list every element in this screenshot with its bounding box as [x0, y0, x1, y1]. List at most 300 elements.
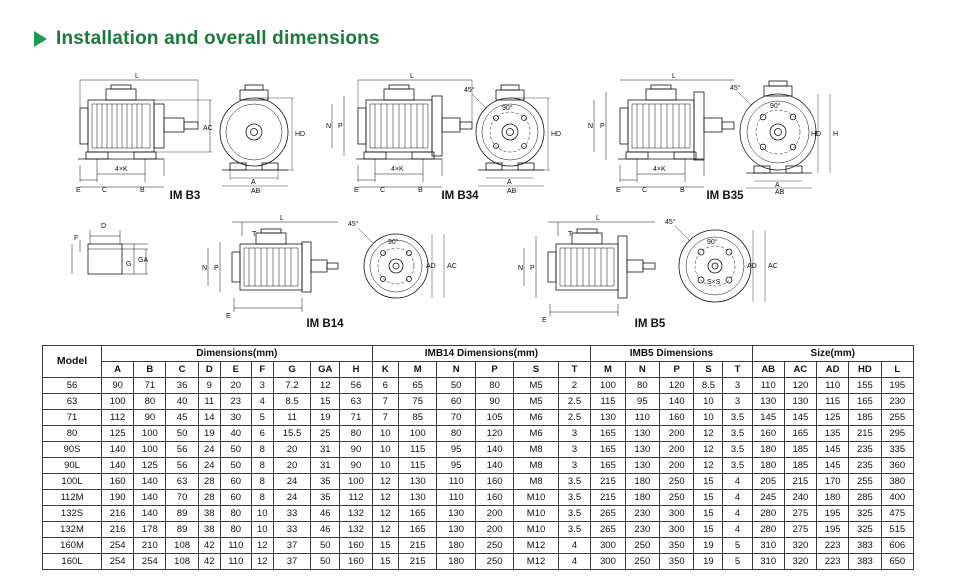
header-col-hd-23: HD	[849, 362, 881, 378]
cell-model: 132S	[43, 506, 102, 522]
cell-p-17: 120	[660, 378, 694, 394]
cell-ad-22: 195	[817, 506, 849, 522]
label-P: P	[338, 123, 343, 130]
label-90deg: 90°	[770, 103, 781, 110]
cell-ad-22: 223	[817, 554, 849, 570]
label-C: C	[102, 187, 108, 194]
cell-n-16: 130	[625, 442, 659, 458]
cell-c-2: 63	[166, 474, 198, 490]
cell-hd-23: 325	[849, 506, 881, 522]
cell-e-4: 60	[220, 474, 251, 490]
label-90deg: 90°	[707, 239, 718, 246]
cell-ad-22: 180	[817, 490, 849, 506]
cell-n-11: 50	[437, 378, 475, 394]
cell-e-4: 110	[220, 554, 251, 570]
label-90deg: 90°	[388, 239, 399, 246]
figure-caption-imb3: IM B3	[169, 190, 201, 202]
header-col-e-4: E	[220, 362, 251, 378]
cell-d-3: 38	[198, 506, 220, 522]
table-body	[43, 378, 914, 570]
cell-g-6: 24	[273, 490, 310, 506]
cell-k-9: 12	[372, 490, 398, 506]
label-L: L	[135, 73, 139, 80]
cell-c-2: 89	[166, 506, 198, 522]
cell-s-18: 12	[694, 442, 723, 458]
table-row	[43, 426, 914, 442]
cell-t-19: 4	[723, 506, 752, 522]
cell-hd-23: 383	[849, 554, 881, 570]
cell-m-10: 165	[398, 522, 436, 538]
label-E: E	[542, 317, 547, 324]
cell-g-6: 8.5	[273, 394, 310, 410]
cell-ga-7: 50	[311, 554, 340, 570]
cell-b-1: 80	[134, 394, 166, 410]
header-col-c-2: C	[166, 362, 198, 378]
cell-p-12: 120	[475, 426, 513, 442]
cell-g-6: 15.5	[273, 426, 310, 442]
cell-t-14: 4	[558, 538, 590, 554]
table-head-row-groups	[43, 346, 914, 362]
cell-ac-21: 120	[784, 378, 816, 394]
cell-l-24: 255	[881, 410, 914, 426]
cell-ab-20: 310	[752, 554, 784, 570]
cell-h-8: 132	[340, 522, 372, 538]
cell-t-14: 3.5	[558, 522, 590, 538]
cell-h-8: 100	[340, 474, 372, 490]
cell-hd-23: 215	[849, 426, 881, 442]
header-col-ab-20: AB	[752, 362, 784, 378]
cell-m-15: 165	[591, 458, 625, 474]
cell-n-11: 70	[437, 410, 475, 426]
cell-f-5: 3	[251, 378, 273, 394]
cell-d-3: 38	[198, 522, 220, 538]
cell-t-14: 3.5	[558, 474, 590, 490]
table-head	[43, 346, 914, 378]
figure-imb5-endview	[655, 210, 785, 320]
cell-n-11: 130	[437, 506, 475, 522]
header-col-n-11: N	[437, 362, 475, 378]
cell-b-1: 210	[134, 538, 166, 554]
cell-d-3: 28	[198, 490, 220, 506]
label-C: C	[642, 187, 648, 194]
cell-g-6: 37	[273, 538, 310, 554]
label-AD: AD	[426, 263, 436, 270]
cell-e-4: 50	[220, 442, 251, 458]
cell-g-6: 20	[273, 458, 310, 474]
cell-ad-22: 145	[817, 442, 849, 458]
label-45deg: 45°	[665, 219, 676, 226]
label-45deg: 45°	[348, 221, 359, 228]
cell-h-8: 71	[340, 410, 372, 426]
cell-m-10: 215	[398, 554, 436, 570]
header-model: Model	[43, 346, 102, 378]
cell-t-14: 3	[558, 442, 590, 458]
cell-k-9: 7	[372, 394, 398, 410]
cell-ad-22: 195	[817, 522, 849, 538]
cell-ac-21: 215	[784, 474, 816, 490]
cell-p-12: 140	[475, 442, 513, 458]
cell-p-17: 200	[660, 426, 694, 442]
cell-ad-22: 110	[817, 378, 849, 394]
cell-p-12: 250	[475, 554, 513, 570]
cell-ga-7: 46	[311, 522, 340, 538]
cell-n-11: 95	[437, 458, 475, 474]
cell-a-0: 216	[102, 522, 134, 538]
cell-m-10: 130	[398, 474, 436, 490]
header-col-m-10: M	[398, 362, 436, 378]
cell-k-9: 10	[372, 458, 398, 474]
cell-n-11: 130	[437, 522, 475, 538]
cell-k-9: 12	[372, 506, 398, 522]
cell-d-3: 11	[198, 394, 220, 410]
page-title-text: Installation and overall dimensions	[56, 28, 380, 49]
cell-m-15: 300	[591, 538, 625, 554]
label-C: C	[380, 187, 386, 194]
cell-t-14: 3.5	[558, 506, 590, 522]
cell-ac-21: 185	[784, 458, 816, 474]
table-row	[43, 474, 914, 490]
figure-area	[0, 60, 955, 335]
cell-n-16: 230	[625, 522, 659, 538]
cell-h-8: 56	[340, 378, 372, 394]
cell-k-9: 10	[372, 442, 398, 458]
cell-ad-22: 115	[817, 394, 849, 410]
table-row	[43, 394, 914, 410]
cell-c-2: 56	[166, 458, 198, 474]
cell-a-0: 112	[102, 410, 134, 426]
cell-a-0: 254	[102, 538, 134, 554]
cell-f-5: 12	[251, 538, 273, 554]
cell-h-8: 112	[340, 490, 372, 506]
cell-c-2: 40	[166, 394, 198, 410]
cell-ad-22: 145	[817, 458, 849, 474]
cell-ab-20: 180	[752, 442, 784, 458]
cell-s-13: M12	[514, 554, 558, 570]
label-4K: 4×K	[115, 166, 128, 173]
label-45deg: 45°	[730, 85, 741, 92]
cell-hd-23: 235	[849, 442, 881, 458]
cell-d-3: 42	[198, 538, 220, 554]
cell-d-3: 24	[198, 442, 220, 458]
cell-ga-7: 46	[311, 506, 340, 522]
label-AC: AC	[203, 125, 213, 132]
cell-f-5: 6	[251, 426, 273, 442]
cell-l-24: 295	[881, 426, 914, 442]
cell-p-12: 250	[475, 538, 513, 554]
cell-ga-7: 31	[311, 458, 340, 474]
cell-ga-7: 12	[311, 378, 340, 394]
label-B: B	[680, 187, 685, 194]
cell-p-12: 200	[475, 506, 513, 522]
cell-hd-23: 165	[849, 394, 881, 410]
cell-b-1: 100	[134, 426, 166, 442]
cell-n-16: 95	[625, 394, 659, 410]
cell-c-2: 50	[166, 426, 198, 442]
cell-ac-21: 185	[784, 442, 816, 458]
cell-d-3: 14	[198, 410, 220, 426]
cell-m-15: 300	[591, 554, 625, 570]
cell-t-14: 2	[558, 378, 590, 394]
cell-ad-22: 125	[817, 410, 849, 426]
cell-model: 63	[43, 394, 102, 410]
cell-m-10: 75	[398, 394, 436, 410]
cell-a-0: 216	[102, 506, 134, 522]
cell-b-1: 140	[134, 490, 166, 506]
cell-ab-20: 245	[752, 490, 784, 506]
cell-ac-21: 145	[784, 410, 816, 426]
cell-e-4: 80	[220, 522, 251, 538]
cell-k-9: 7	[372, 410, 398, 426]
header-group-imb14: IMB14 Dimensions(mm)	[372, 346, 591, 362]
label-A: A	[507, 179, 512, 186]
figure-caption-imb14: IM B14	[306, 318, 344, 330]
cell-d-3: 42	[198, 554, 220, 570]
table-head-row-columns	[43, 362, 914, 378]
cell-p-12: 80	[475, 378, 513, 394]
table-row	[43, 490, 914, 506]
cell-f-5: 10	[251, 506, 273, 522]
cell-l-24: 475	[881, 506, 914, 522]
cell-t-19: 5	[723, 538, 752, 554]
header-col-s-13: S	[514, 362, 558, 378]
label-HD: HD	[811, 131, 822, 138]
cell-a-0: 160	[102, 474, 134, 490]
label-90deg: 90°	[502, 105, 513, 112]
cell-t-19: 3.5	[723, 426, 752, 442]
cell-m-15: 165	[591, 426, 625, 442]
cell-n-16: 130	[625, 426, 659, 442]
cell-e-4: 50	[220, 458, 251, 474]
cell-g-6: 33	[273, 506, 310, 522]
cell-t-14: 3	[558, 426, 590, 442]
cell-ab-20: 130	[752, 394, 784, 410]
label-AC: AC	[768, 263, 778, 270]
cell-p-12: 105	[475, 410, 513, 426]
cell-h-8: 132	[340, 506, 372, 522]
cell-s-13: M6	[514, 426, 558, 442]
cell-model: 112M	[43, 490, 102, 506]
cell-s-18: 8.5	[694, 378, 723, 394]
cell-k-9: 15	[372, 554, 398, 570]
cell-e-4: 23	[220, 394, 251, 410]
cell-p-12: 200	[475, 522, 513, 538]
cell-b-1: 71	[134, 378, 166, 394]
cell-p-12: 140	[475, 458, 513, 474]
cell-n-11: 110	[437, 490, 475, 506]
header-col-f-5: F	[251, 362, 273, 378]
table-row	[43, 522, 914, 538]
header-col-n-16: N	[625, 362, 659, 378]
cell-p-17: 250	[660, 474, 694, 490]
cell-model: 80	[43, 426, 102, 442]
cell-b-1: 254	[134, 554, 166, 570]
cell-t-19: 4	[723, 490, 752, 506]
cell-l-24: 335	[881, 442, 914, 458]
cell-t-14: 3.5	[558, 490, 590, 506]
figure-caption-imb5: IM B5	[634, 318, 666, 330]
cell-e-4: 20	[220, 378, 251, 394]
label-P: P	[214, 265, 219, 272]
figure-imb35-endview	[712, 74, 862, 194]
cell-d-3: 9	[198, 378, 220, 394]
cell-ad-22: 223	[817, 538, 849, 554]
cell-hd-23: 285	[849, 490, 881, 506]
header-col-s-18: S	[694, 362, 723, 378]
table-row	[43, 538, 914, 554]
cell-a-0: 140	[102, 442, 134, 458]
cell-n-16: 80	[625, 378, 659, 394]
cell-ab-20: 145	[752, 410, 784, 426]
header-col-d-3: D	[198, 362, 220, 378]
label-A: A	[775, 182, 780, 189]
cell-hd-23: 383	[849, 538, 881, 554]
label-G: G	[126, 261, 132, 268]
cell-l-24: 515	[881, 522, 914, 538]
cell-m-15: 215	[591, 474, 625, 490]
cell-m-15: 215	[591, 490, 625, 506]
cell-e-4: 30	[220, 410, 251, 426]
figure-imb14	[190, 212, 340, 332]
label-B: B	[418, 187, 423, 194]
header-col-b-1: B	[134, 362, 166, 378]
cell-p-17: 250	[660, 490, 694, 506]
cell-b-1: 125	[134, 458, 166, 474]
cell-l-24: 230	[881, 394, 914, 410]
cell-h-8: 90	[340, 442, 372, 458]
cell-t-19: 3.5	[723, 410, 752, 426]
cell-s-18: 15	[694, 506, 723, 522]
label-F: F	[74, 235, 79, 242]
cell-s-18: 15	[694, 474, 723, 490]
cell-c-2: 108	[166, 554, 198, 570]
cell-model: 132M	[43, 522, 102, 538]
cell-ac-21: 320	[784, 538, 816, 554]
cell-s-13: M8	[514, 474, 558, 490]
label-4K: 4×K	[391, 166, 404, 173]
figure-imb34-endview	[448, 74, 588, 194]
cell-s-13: M6	[514, 410, 558, 426]
label-E: E	[226, 313, 231, 320]
cell-t-19: 3	[723, 394, 752, 410]
label-H: H	[833, 131, 839, 138]
label-D: D	[101, 223, 107, 230]
label-L: L	[280, 215, 284, 222]
cell-a-0: 90	[102, 378, 134, 394]
cell-f-5: 8	[251, 442, 273, 458]
cell-m-10: 65	[398, 378, 436, 394]
cell-model: 56	[43, 378, 102, 394]
cell-p-17: 140	[660, 394, 694, 410]
cell-ac-21: 130	[784, 394, 816, 410]
cell-a-0: 254	[102, 554, 134, 570]
cell-ac-21: 240	[784, 490, 816, 506]
cell-m-15: 115	[591, 394, 625, 410]
cell-d-3: 19	[198, 426, 220, 442]
cell-b-1: 140	[134, 506, 166, 522]
cell-h-8: 80	[340, 426, 372, 442]
cell-hd-23: 235	[849, 458, 881, 474]
header-col-l-24: L	[881, 362, 914, 378]
cell-s-13: M5	[514, 394, 558, 410]
cell-n-16: 250	[625, 538, 659, 554]
figure-imb14-endview	[340, 210, 460, 320]
label-B: B	[140, 187, 145, 194]
cell-s-13: M8	[514, 458, 558, 474]
figure-caption-imb34: IM B34	[441, 190, 479, 202]
cell-f-5: 8	[251, 490, 273, 506]
cell-a-0: 100	[102, 394, 134, 410]
cell-l-24: 380	[881, 474, 914, 490]
cell-h-8: 90	[340, 458, 372, 474]
cell-ga-7: 25	[311, 426, 340, 442]
cell-a-0: 125	[102, 426, 134, 442]
label-45deg: 45°	[464, 87, 475, 94]
table-row	[43, 458, 914, 474]
cell-ac-21: 165	[784, 426, 816, 442]
figure-imb3-endview	[196, 74, 326, 194]
label-T: T	[252, 231, 257, 238]
cell-f-5: 5	[251, 410, 273, 426]
page-title	[34, 28, 380, 50]
cell-l-24: 360	[881, 458, 914, 474]
cell-s-13: M12	[514, 538, 558, 554]
label-N: N	[202, 265, 208, 272]
header-col-k-9: K	[372, 362, 398, 378]
label-P: P	[530, 265, 535, 272]
cell-ad-22: 170	[817, 474, 849, 490]
cell-n-16: 230	[625, 506, 659, 522]
cell-m-10: 215	[398, 538, 436, 554]
cell-ad-22: 135	[817, 426, 849, 442]
cell-m-10: 85	[398, 410, 436, 426]
cell-model: 90S	[43, 442, 102, 458]
cell-ab-20: 110	[752, 378, 784, 394]
header-col-p-17: P	[660, 362, 694, 378]
cell-f-5: 12	[251, 554, 273, 570]
cell-n-11: 80	[437, 426, 475, 442]
cell-p-12: 160	[475, 490, 513, 506]
cell-s-18: 12	[694, 458, 723, 474]
cell-b-1: 140	[134, 474, 166, 490]
cell-ga-7: 35	[311, 490, 340, 506]
header-col-t-14: T	[558, 362, 590, 378]
cell-ab-20: 310	[752, 538, 784, 554]
cell-p-17: 300	[660, 522, 694, 538]
cell-l-24: 195	[881, 378, 914, 394]
label-P: P	[600, 123, 605, 130]
cell-t-14: 3	[558, 458, 590, 474]
table-row	[43, 410, 914, 426]
cell-p-17: 200	[660, 458, 694, 474]
cell-s-18: 10	[694, 394, 723, 410]
cell-b-1: 178	[134, 522, 166, 538]
label-HD: HD	[295, 131, 306, 138]
cell-k-9: 6	[372, 378, 398, 394]
label-E: E	[616, 187, 621, 194]
cell-ac-21: 275	[784, 522, 816, 538]
cell-g-6: 20	[273, 442, 310, 458]
cell-e-4: 80	[220, 506, 251, 522]
cell-m-15: 165	[591, 442, 625, 458]
cell-p-17: 160	[660, 410, 694, 426]
cell-g-6: 37	[273, 554, 310, 570]
cell-s-18: 15	[694, 490, 723, 506]
cell-m-10: 100	[398, 426, 436, 442]
cell-model: 160L	[43, 554, 102, 570]
cell-d-3: 24	[198, 458, 220, 474]
header-col-m-15: M	[591, 362, 625, 378]
cell-t-19: 4	[723, 474, 752, 490]
